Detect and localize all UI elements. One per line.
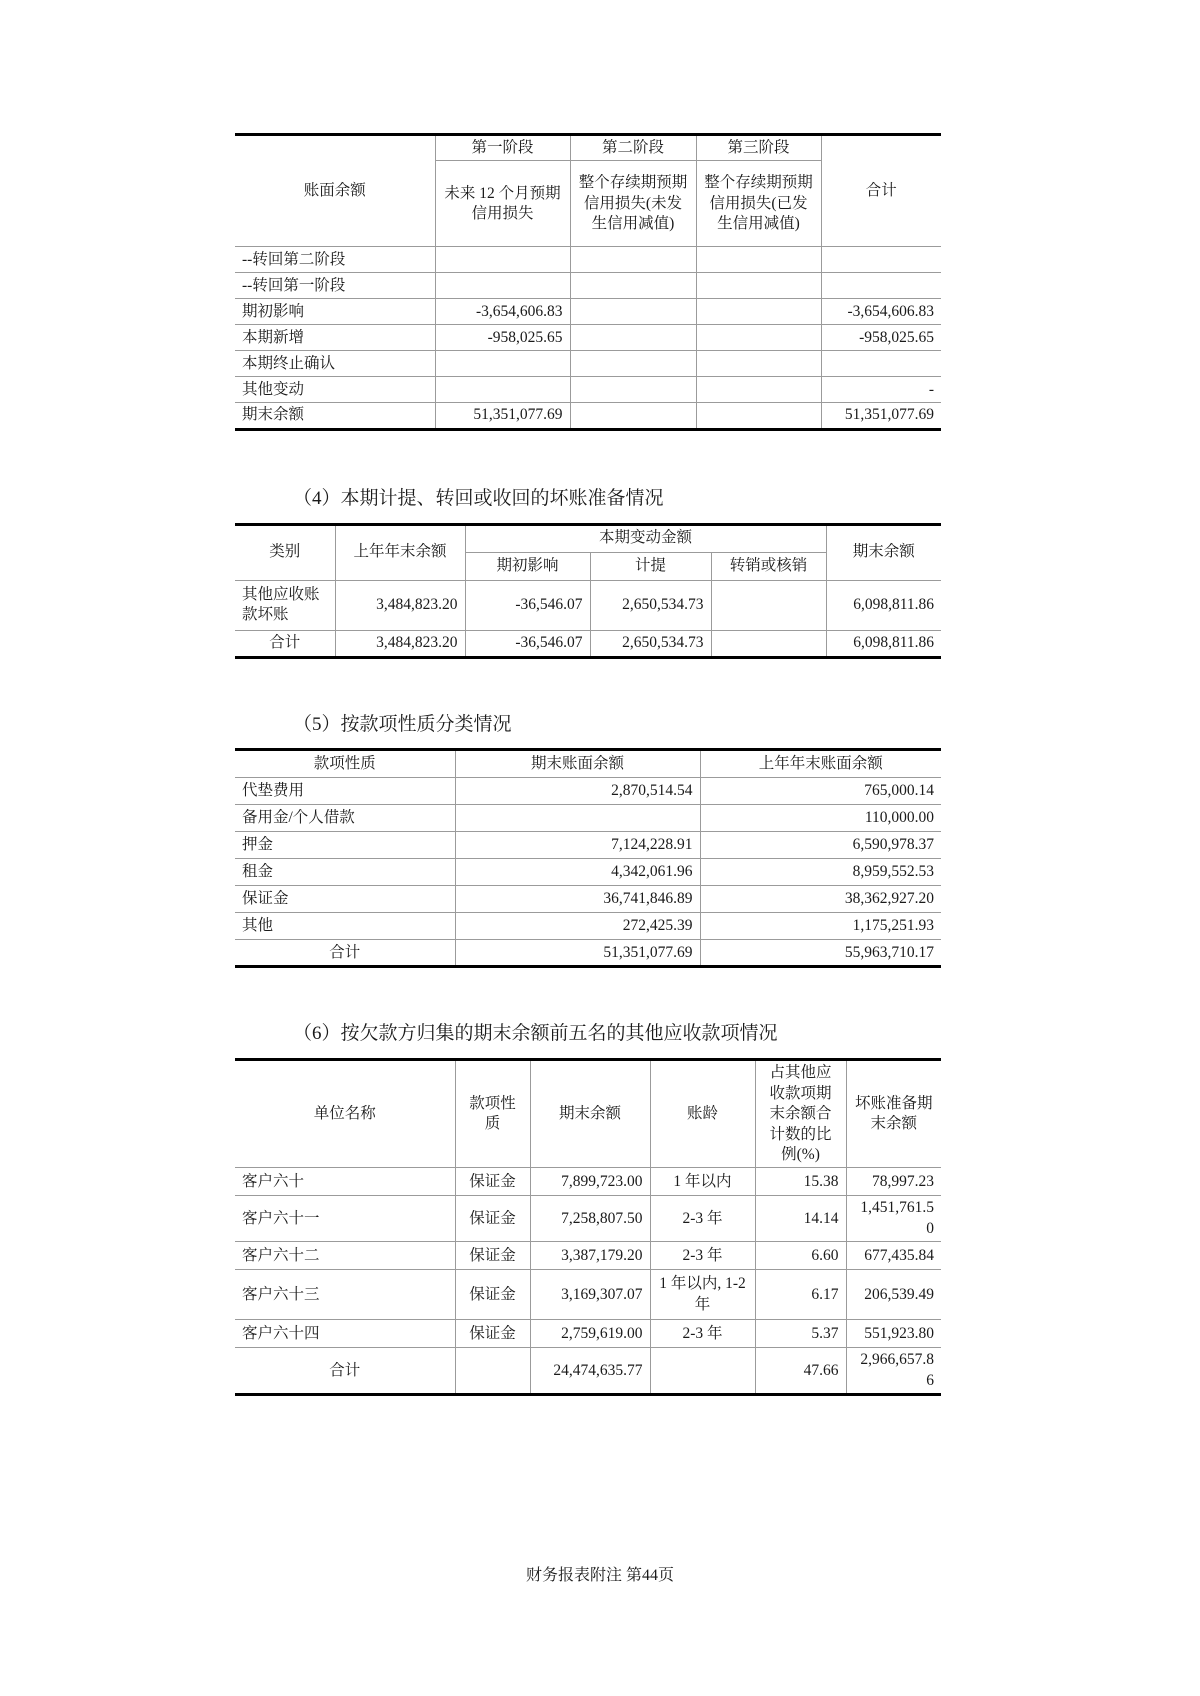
cell-bad-debt: 551,923.80: [846, 1320, 941, 1348]
col-header-prev-year-end: 上年年末余额: [335, 524, 465, 580]
cell-unit: 客户六十: [235, 1168, 455, 1196]
table-row: [235, 299, 941, 325]
cell-unit: 客户六十四: [235, 1320, 455, 1348]
stage-header-row: [235, 135, 941, 161]
cell-prev-balance: 765,000.14: [700, 778, 941, 805]
cell-total: [821, 351, 941, 377]
cell-nature: 保证金: [455, 1242, 530, 1270]
row-label: 期末余额: [235, 403, 435, 429]
bad-debt-provision-table: [235, 523, 941, 659]
table-row: [235, 403, 941, 429]
cell-nature: 保证金: [455, 1320, 530, 1348]
row-label: 本期终止确认: [235, 351, 435, 377]
cell-stage3: [696, 351, 821, 377]
cell-prev-balance: 55,963,710.17: [700, 940, 941, 967]
row-label: 备用金/个人借款: [235, 805, 455, 832]
cell-end-balance: 2,759,619.00: [530, 1320, 650, 1348]
cell-end-balance: 3,387,179.20: [530, 1242, 650, 1270]
cell-stage1: -958,025.65: [435, 325, 570, 351]
col-header-stage2: 第二阶段: [570, 135, 696, 161]
cell-aging: 2-3 年: [650, 1242, 755, 1270]
cell-end-balance: 272,425.39: [455, 913, 700, 940]
cell-total: -3,654,606.83: [821, 299, 941, 325]
table-row: [235, 805, 941, 832]
cell-stage1: [435, 247, 570, 273]
cell-end-balance: 24,474,635.77: [530, 1348, 650, 1395]
col-header-total: 合计: [821, 135, 941, 247]
cell-stage3: [696, 403, 821, 429]
col-header-bad-debt: 坏账准备期末余额: [846, 1060, 941, 1168]
total-row: [235, 1348, 941, 1395]
row-label: 租金: [235, 859, 455, 886]
col-header-prev-balance: 上年年末账面余额: [700, 750, 941, 778]
table-row: [235, 1320, 941, 1348]
cell-prev-year-end: 3,484,823.20: [335, 580, 465, 630]
top-five-debtors-table: [235, 1058, 941, 1396]
cell-stage1: [435, 377, 570, 403]
table-row: [235, 247, 941, 273]
stage-table-corner: 账面余额: [235, 135, 435, 247]
cell-prev-balance: 6,590,978.37: [700, 832, 941, 859]
cell-ratio: 15.38: [755, 1168, 846, 1196]
cell-end-balance: 7,258,807.50: [530, 1196, 650, 1242]
cell-aging: 1 年以内: [650, 1168, 755, 1196]
cell-prev-balance: 38,362,927.20: [700, 886, 941, 913]
stage1-description: 未来 12 个月预期信用损失: [435, 161, 570, 247]
section5-title: （5）按款项性质分类情况: [293, 713, 512, 735]
cell-stage2: [570, 325, 696, 351]
col-header-stage1: 第一阶段: [435, 135, 570, 161]
cell-stage1: [435, 351, 570, 377]
table-header-row: [235, 1060, 941, 1168]
cell-stage3: [696, 325, 821, 351]
cell-end-balance: 7,899,723.00: [530, 1168, 650, 1196]
cell-end-balance: 7,124,228.91: [455, 832, 700, 859]
cell-prev-year-end: 3,484,823.20: [335, 630, 465, 657]
table-row: [235, 273, 941, 299]
cell-end-balance: 51,351,077.69: [455, 940, 700, 967]
cell-end-balance: 4,342,061.96: [455, 859, 700, 886]
table-row: [235, 1168, 941, 1196]
cell-nature: 保证金: [455, 1196, 530, 1242]
cell-end-balance: 36,741,846.89: [455, 886, 700, 913]
cell-stage3: [696, 273, 821, 299]
cell-stage2: [570, 351, 696, 377]
cell-initial-impact: -36,546.07: [465, 580, 590, 630]
row-label: 保证金: [235, 886, 455, 913]
col-header-write-off: 转销或核销: [711, 552, 826, 580]
cell-stage3: [696, 299, 821, 325]
cell-nature: 保证金: [455, 1270, 530, 1320]
cell-aging: 1 年以内, 1-2 年: [650, 1270, 755, 1320]
cell-unit: 客户六十二: [235, 1242, 455, 1270]
row-label: 合计: [235, 630, 335, 657]
total-row: [235, 940, 941, 967]
row-label: 本期新增: [235, 325, 435, 351]
table-row: [235, 913, 941, 940]
cell-ratio: 5.37: [755, 1320, 846, 1348]
cell-period-end: 6,098,811.86: [826, 630, 941, 657]
cell-stage1: [435, 273, 570, 299]
cell-unit: 客户六十一: [235, 1196, 455, 1242]
cell-stage2: [570, 299, 696, 325]
section4-title: （4）本期计提、转回或收回的坏账准备情况: [293, 487, 664, 509]
cell-provision: 2,650,534.73: [590, 580, 711, 630]
stage3-description: 整个存续期预期信用损失(已发生信用减值): [696, 161, 821, 247]
cell-prev-balance: 110,000.00: [700, 805, 941, 832]
cell-unit: 客户六十三: [235, 1270, 455, 1320]
row-label: --转回第二阶段: [235, 247, 435, 273]
cell-ratio: 47.66: [755, 1348, 846, 1395]
table-header-row: [235, 524, 941, 552]
row-label: --转回第一阶段: [235, 273, 435, 299]
row-label: 其他应收账款坏账: [235, 580, 335, 630]
cell-aging: 2-3 年: [650, 1196, 755, 1242]
col-header-initial-impact: 期初影响: [465, 552, 590, 580]
cell-bad-debt: 2,966,657.86: [846, 1348, 941, 1395]
cell-stage2: [570, 377, 696, 403]
cell-nature: 保证金: [455, 1168, 530, 1196]
col-header-nature: 款项性质: [235, 750, 455, 778]
table-row: [235, 1242, 941, 1270]
cell-total: -958,025.65: [821, 325, 941, 351]
cell-stage3: [696, 377, 821, 403]
table-row: [235, 778, 941, 805]
col-header-stage3: 第三阶段: [696, 135, 821, 161]
cell-total: -: [821, 377, 941, 403]
cell-write-off: [711, 630, 826, 657]
credit-stage-table: [235, 133, 941, 431]
cell-period-end: 6,098,811.86: [826, 580, 941, 630]
cell-unit: 合计: [235, 1348, 455, 1395]
cell-end-balance: 3,169,307.07: [530, 1270, 650, 1320]
cell-write-off: [711, 580, 826, 630]
cell-prev-balance: 8,959,552.53: [700, 859, 941, 886]
cell-stage1: 51,351,077.69: [435, 403, 570, 429]
row-label: 押金: [235, 832, 455, 859]
row-label: 合计: [235, 940, 455, 967]
nature-classification-table: [235, 748, 941, 968]
col-header-end-balance: 期末账面余额: [455, 750, 700, 778]
col-header-nature: 款项性质: [455, 1060, 530, 1168]
page-footer: 财务报表附注 第44页: [525, 1567, 674, 1584]
row-label: 其他变动: [235, 377, 435, 403]
col-header-ratio: 占其他应收款项期末余额合计数的比例(%): [755, 1060, 846, 1168]
table-row: [235, 351, 941, 377]
col-header-period-end: 期末余额: [826, 524, 941, 580]
col-header-category: 类别: [235, 524, 335, 580]
cell-ratio: 6.17: [755, 1270, 846, 1320]
table-row: [235, 1270, 941, 1320]
table-header-row: [235, 750, 941, 778]
cell-provision: 2,650,534.73: [590, 630, 711, 657]
total-row: [235, 630, 941, 657]
cell-aging: 2-3 年: [650, 1320, 755, 1348]
cell-stage3: [696, 247, 821, 273]
page-content: [235, 133, 941, 1396]
col-header-aging: 账龄: [650, 1060, 755, 1168]
cell-end-balance: [455, 805, 700, 832]
table-row: [235, 377, 941, 403]
table-row: [235, 1196, 941, 1242]
cell-total: 51,351,077.69: [821, 403, 941, 429]
row-label: 期初影响: [235, 299, 435, 325]
table-row: [235, 859, 941, 886]
cell-bad-debt: 206,539.49: [846, 1270, 941, 1320]
cell-ratio: 6.60: [755, 1242, 846, 1270]
cell-stage2: [570, 247, 696, 273]
cell-bad-debt: 677,435.84: [846, 1242, 941, 1270]
table-row: [235, 886, 941, 913]
table-row: [235, 325, 941, 351]
cell-aging: [650, 1348, 755, 1395]
col-header-unit: 单位名称: [235, 1060, 455, 1168]
cell-initial-impact: -36,546.07: [465, 630, 590, 657]
cell-stage2: [570, 273, 696, 299]
table-row: [235, 832, 941, 859]
table-row: [235, 580, 941, 630]
cell-nature: [455, 1348, 530, 1395]
cell-total: [821, 273, 941, 299]
cell-ratio: 14.14: [755, 1196, 846, 1242]
row-label: 其他: [235, 913, 455, 940]
col-header-end-balance: 期末余额: [530, 1060, 650, 1168]
col-header-current-change: 本期变动金额: [465, 524, 826, 552]
stage2-description: 整个存续期预期信用损失(未发生信用减值): [570, 161, 696, 247]
section6-title: （6）按欠款方归集的期末余额前五名的其他应收款项情况: [293, 1023, 778, 1045]
cell-total: [821, 247, 941, 273]
cell-bad-debt: 78,997.23: [846, 1168, 941, 1196]
cell-stage1: -3,654,606.83: [435, 299, 570, 325]
row-label: 代垫费用: [235, 778, 455, 805]
cell-stage2: [570, 403, 696, 429]
cell-bad-debt: 1,451,761.50: [846, 1196, 941, 1242]
cell-end-balance: 2,870,514.54: [455, 778, 700, 805]
col-header-provision: 计提: [590, 552, 711, 580]
cell-prev-balance: 1,175,251.93: [700, 913, 941, 940]
